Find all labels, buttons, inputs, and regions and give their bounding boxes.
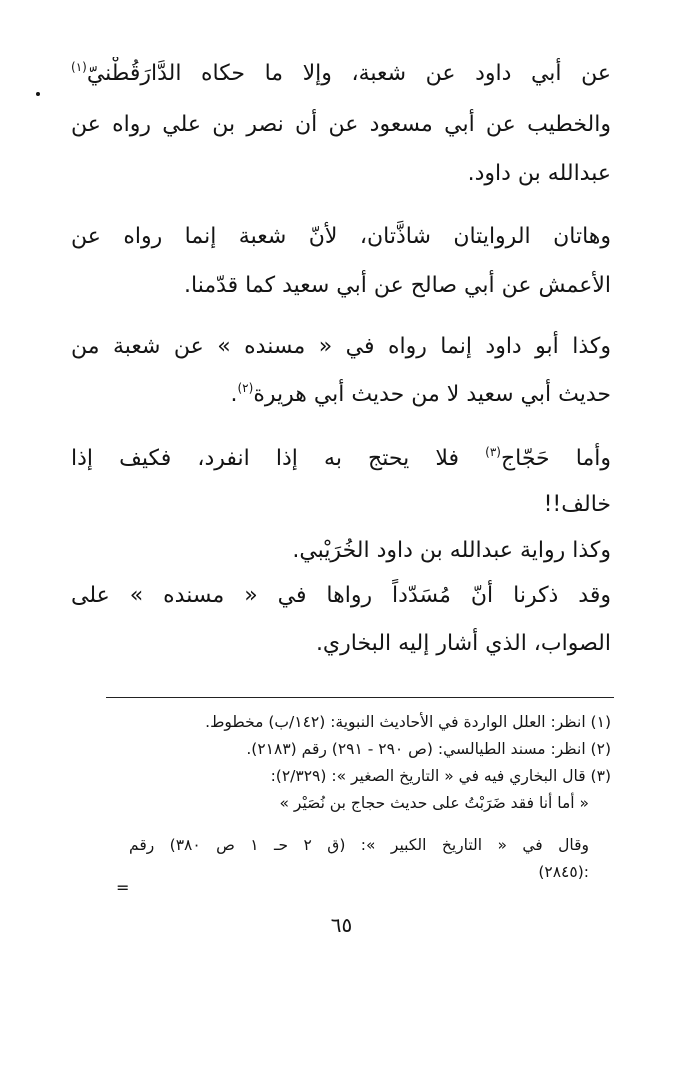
body-line-4: وهاتان الروايتان شاذَّتان، لأنّ شعبة إنما رواه عن (71, 224, 611, 249)
margin-dot (36, 92, 40, 96)
body-line-8: وأما حَجّاج$^{(٣)}$ فلا يحتج به إذا انفرد، فكيف إذا (71, 445, 611, 471)
footnote-ref-2[interactable]: (٢) (237, 381, 254, 395)
body-line-3: عبدالله بن داود. (467, 161, 611, 186)
body-line-2: والخطيب عن أبي مسعود عن أن نصر بن علي رواه عن (71, 112, 611, 137)
footnote-ref-3[interactable]: (٣) (485, 445, 501, 459)
footnote-1: (١) انظر: العلل الواردة في الأحاديث النبوية: (١٤٢/ب) مخطوط. (205, 713, 611, 731)
body-line-5: الأعمش عن أبي صالح عن أبي سعيد كما قدّمنا. (184, 273, 611, 298)
footnote-3-quote: « أما أنا فقد ضَرَبْتُ على حديث حجاج بن نُصَيْر » (279, 794, 589, 812)
body-line-7: حديث أبي سعيد لا من حديث أبي هريرة$^{(٢)}$. (230, 381, 611, 407)
footnote-3: (٣) قال البخاري فيه في « التاريخ الصغير »: (٢/٣٢٩): (270, 767, 611, 785)
body-line-1: عن أبي داود عن شعبة، وإلا ما حكاه الدَّارَقُطْنيّ$^{(١)}$ (71, 60, 611, 86)
body-line-10: وكذا رواية عبدالله بن داود الخُرَيْبي. (292, 538, 611, 563)
footnote-3-cont: وقال في « التاريخ الكبير »: (ق ٢ حـ ١ ص ٣٨٠) رقم (129, 836, 589, 854)
footnote-2: (٢) انظر: مسند الطيالسي: (ص ٢٩٠ - ٢٩١) رقم (٢١٨٣). (246, 740, 611, 758)
body-line-12: الصواب، الذي أشار إليه البخاري. (315, 631, 611, 656)
continuation-mark: = (116, 878, 130, 897)
footnote-separator (106, 697, 614, 698)
footnote-3-end: :(٢٨٤٥) (538, 863, 589, 881)
body-line-11: وقد ذكرنا أنّ مُسَدّداً رواها في « مسنده » على (71, 583, 611, 608)
body-line-6: وكذا أبو داود إنما رواه في « مسنده » عن شعبة من (71, 334, 611, 359)
body-line-9: خالف!! (543, 492, 611, 517)
page-number: ٦٥ (330, 913, 353, 937)
footnote-ref-1[interactable]: (١) (71, 60, 87, 74)
